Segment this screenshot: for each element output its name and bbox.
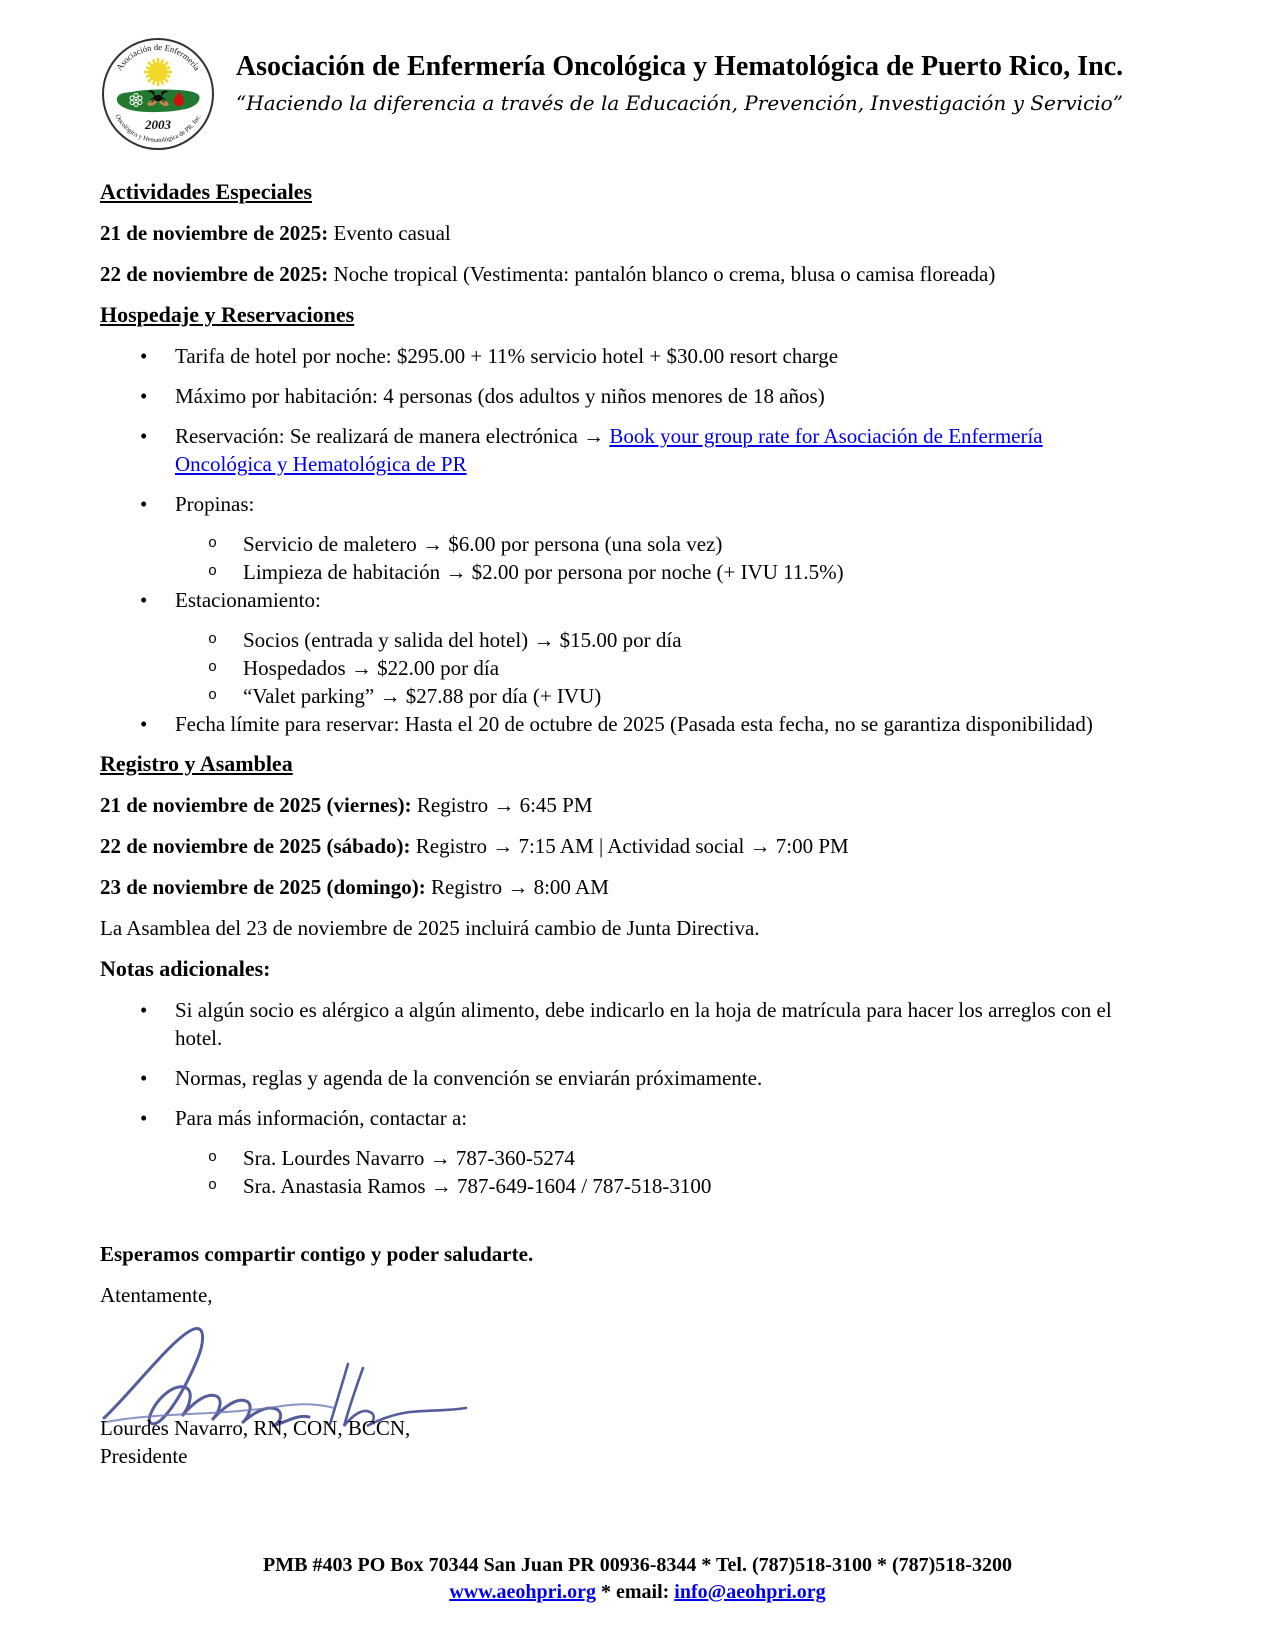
org-logo bbox=[100, 36, 216, 152]
list-subitem: o Limpieza de habitación → $2.00 por persona por noche (+ IVU 11.5%) bbox=[208, 560, 844, 584]
sub-bullet-marker: o bbox=[208, 659, 218, 676]
group-rate-link[interactable]: Book your group rate for Asociación de Enfermería Oncológica y Hematológica de PR bbox=[175, 424, 1043, 476]
list-item: • Fecha límite para reservar: Hasta el 20 de octubre de 2025 (Pasada esta fecha, no se garantiza disponibilidad) bbox=[140, 712, 1093, 736]
registro-item: 22 de noviembre de 2025 (sábado): Registro → 7:15 AM | Actividad social → 7:00 PM bbox=[100, 834, 849, 858]
asamblea-note: La Asamblea del 23 de noviembre de 2025 incluirá cambio de Junta Directiva. bbox=[100, 916, 760, 940]
sub-bullet-marker: o bbox=[208, 687, 218, 704]
website-link[interactable]: www.aeohpri.org bbox=[449, 1581, 596, 1603]
sub-bullet-marker: o bbox=[208, 563, 218, 580]
list-subitem bbox=[100, 1172, 1143, 1200]
section-heading-actividades: Actividades Especiales bbox=[100, 179, 313, 204]
letter-footer bbox=[0, 1552, 1275, 1606]
bullet-marker: • bbox=[140, 424, 148, 448]
sub-bullet-marker: o bbox=[208, 631, 218, 648]
org-tagline: “Haciendo la diferencia a través de la Educación, Prevención, Investigación y Servicio” bbox=[236, 91, 1123, 115]
list-item: • Normas, reglas y agenda de la convención se enviarán próximamente. bbox=[140, 1066, 763, 1090]
section-heading-hospedaje: Hospedaje y Reservaciones bbox=[100, 302, 355, 327]
list-item: • Tarifa de hotel por noche: $295.00 + 11% servicio hotel + $30.00 resort charge bbox=[140, 344, 839, 368]
bullet-marker: • bbox=[140, 712, 148, 736]
actividades-item: 22 de noviembre de 2025: Noche tropical (Vestimenta: pantalón blanco o crema, blusa o camisa floreada) bbox=[100, 262, 996, 286]
actividades-item: 21 de noviembre de 2025: Evento casual bbox=[100, 221, 451, 245]
bullet-marker: • bbox=[140, 344, 148, 368]
list-subitem bbox=[100, 1144, 1143, 1172]
sub-bullet-marker: o bbox=[208, 535, 218, 552]
farewell-line: Esperamos compartir contigo y poder saludarte. bbox=[100, 1242, 534, 1266]
registro-item: 21 de noviembre de 2025 (viernes): Registro → 6:45 PM bbox=[100, 793, 593, 817]
bullet-marker: • bbox=[140, 384, 148, 408]
list-subitem: o Hospedados → $22.00 por día bbox=[208, 656, 500, 680]
list-item: • Si algún socio es alérgico a algún alimento, debe indicarlo en la hoja de matrícula para hacer los arreglos con el hotel. bbox=[140, 998, 1112, 1050]
list-item: • Para más información, contactar a: bbox=[140, 1106, 468, 1130]
bullet-marker: • bbox=[140, 998, 148, 1022]
bullet-marker: • bbox=[140, 1066, 148, 1090]
list-item: • Propinas: bbox=[140, 492, 255, 516]
bullet-marker: • bbox=[140, 1106, 148, 1130]
list-item: • Máximo por habitación: 4 personas (dos adultos y niños menores de 18 años) bbox=[140, 384, 825, 408]
org-name: Asociación de Enfermería Oncológica y Hematológica de Puerto Rico, Inc. bbox=[235, 51, 1124, 82]
list-item: • Reservación: Se realizará de manera electrónica → Book your group rate for Asociación de Enfermería Oncológica y Hematológica de PR bbox=[140, 424, 1043, 476]
letterhead bbox=[100, 36, 1143, 152]
registro-item: 23 de noviembre de 2025 (domingo): Registro → 8:00 AM bbox=[100, 875, 609, 899]
footer-address-line: PMB #403 PO Box 70344 San Juan PR 00936-8344 * Tel. (787)518-3100 * (787)518-3200 bbox=[263, 1554, 1012, 1576]
sub-bullet-marker: o bbox=[208, 1177, 218, 1194]
seal-top-text: Asociación de Enfermería bbox=[113, 41, 203, 73]
sub-bullet-marker: o bbox=[208, 1149, 218, 1166]
salutation: Atentamente, bbox=[100, 1283, 213, 1307]
footer-links-line: www.aeohpri.org * email: info@aeohpri.org bbox=[449, 1581, 826, 1603]
letterhead-text bbox=[216, 36, 1143, 116]
signer-title: Presidente bbox=[100, 1444, 188, 1468]
email-link[interactable]: info@aeohpri.org bbox=[674, 1581, 826, 1603]
list-subitem: o Socios (entrada y salida del hotel) → $15.00 por día bbox=[208, 628, 682, 652]
section-heading-registro: Registro y Asamblea bbox=[100, 751, 293, 776]
list-subitem: o “Valet parking” → $27.88 por día (+ IVU) bbox=[208, 684, 602, 708]
contact-lourdes: Sra. Lourdes Navarro → 787-360-5274 bbox=[243, 1146, 575, 1170]
list-item: • Estacionamiento: bbox=[140, 588, 321, 612]
bullet-marker: • bbox=[140, 588, 148, 612]
section-heading-notas: Notas adicionales: bbox=[100, 956, 271, 981]
sun-icon bbox=[144, 58, 172, 86]
signer-name: Lourdes Navarro, RN, CON, BCCN, bbox=[100, 1416, 411, 1440]
list-subitem: o Servicio de maletero → $6.00 por persona (una sola vez) bbox=[208, 532, 723, 556]
bullet-marker: • bbox=[140, 492, 148, 516]
org-seal bbox=[100, 36, 216, 152]
contact-anastasia: Sra. Anastasia Ramos → 787-649-1604 / 787-518-3100 bbox=[243, 1174, 712, 1198]
seal-bottom-text: Oncológica y Hematológica de PR, Inc. bbox=[113, 113, 203, 145]
seal-year: 2003 bbox=[145, 117, 171, 132]
